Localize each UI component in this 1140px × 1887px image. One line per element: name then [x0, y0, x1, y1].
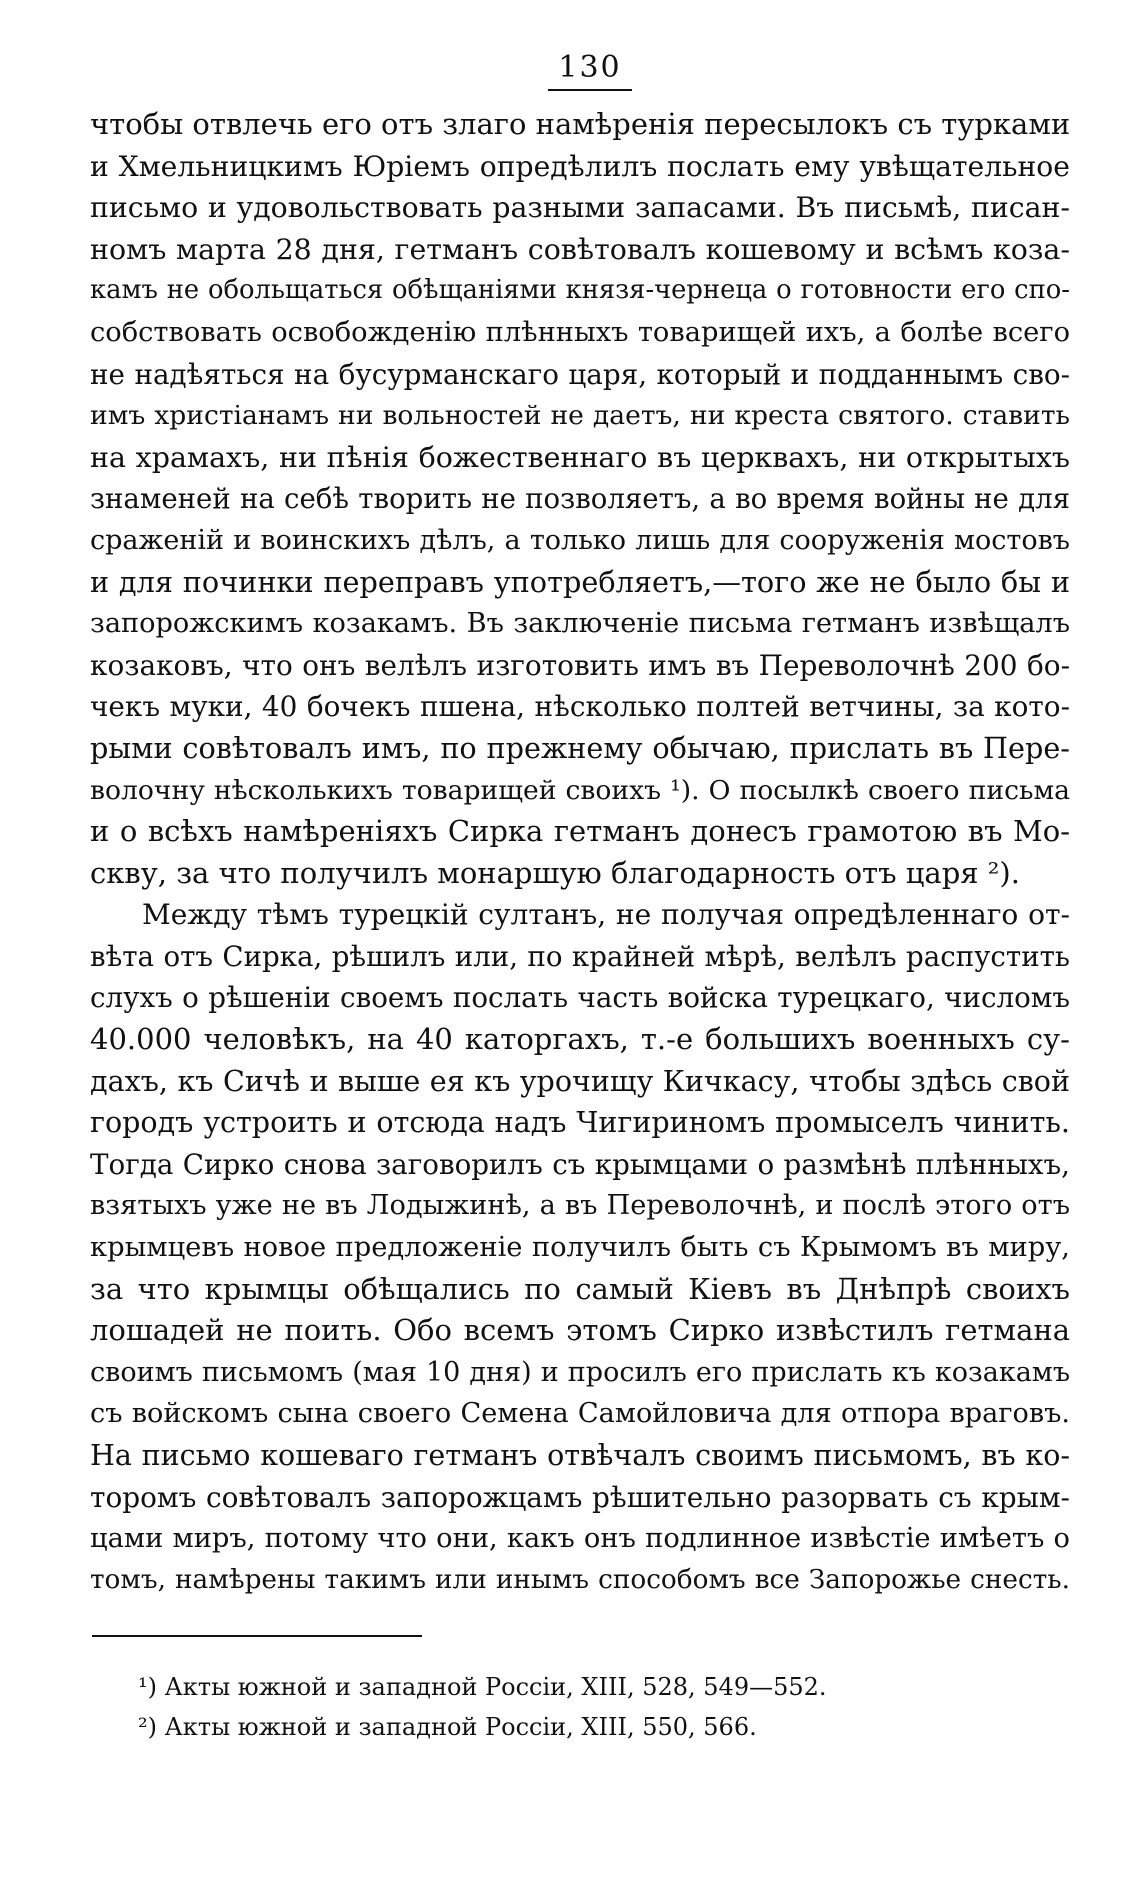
text-line: слухъ о рѣшеніи своемъ послать часть войска турецкаго, числомъ: [90, 981, 1070, 1015]
text-line: козаковъ, что онъ велѣлъ изготовить имъ въ Переволочнѣ 200 бо-: [90, 648, 1070, 682]
text-line: за что крымцы обѣщались по самый Кіевъ въ Днѣпрѣ своихъ: [90, 1271, 1070, 1306]
text-line: лошадей не поить. Обо всемъ этомъ Сирко извѣстилъ гетмана: [90, 1313, 1070, 1348]
text-line: Между тѣмъ турецкій султанъ, не получая опредѣленнаго от-: [142, 898, 1070, 932]
text-line: волочну нѣсколькихъ товарищей своихъ ¹). О посылкѣ своего письма: [90, 774, 1070, 806]
footnote-divider: [92, 1635, 422, 1637]
text-line: знаменей на себѣ творить не позволяетъ, а во время войны не для: [90, 482, 1070, 516]
page-number: [110, 50, 1070, 104]
text-line: имъ христіанамъ ни вольностей не даетъ, ни креста святого. ставить: [90, 400, 1070, 432]
text-line: взятыхъ уже не въ Лодыжинѣ, а въ Переволочнѣ, и послѣ этого отъ: [90, 1190, 1070, 1222]
text-line: съ войскомъ сына своего Семена Самойловича для отпора враговъ.: [90, 1398, 1070, 1430]
text-line: собствовать освобожденію плѣнныхъ товарищей ихъ, а болѣе всего: [90, 316, 1070, 348]
text-line: запорожскимъ козакамъ. Въ заключеніе письма гетманъ извѣщалъ: [90, 608, 1070, 640]
text-line: 40.000 человѣкъ, на 40 каторгахъ, т.-е большихъ военныхъ су-: [90, 1022, 1070, 1057]
text-line: номъ марта 28 дня, гетманъ совѣтовалъ кошевому и всѣмъ коза-: [90, 232, 1070, 266]
text-line: На письмо кошеваго гетманъ отвѣчалъ своимъ письмомъ, въ ко-: [90, 1439, 1070, 1472]
document-page: [90, 50, 1070, 1747]
text-line: сраженій и воинскихъ дѣлъ, а только лишь для сооруженія мостовъ: [90, 524, 1070, 556]
text-line: цами миръ, потому что они, какъ онъ подлинное извѣстіе имѣетъ о: [90, 1523, 1070, 1555]
text-line: городъ устроить и отсюда надъ Чигириномъ промыселъ чинить.: [90, 1105, 1070, 1140]
text-line: камъ не обольщаться обѣщаніями князя-чернеца о готовности его спо-: [90, 275, 1070, 306]
text-line: чекъ муки, 40 бочекъ пшена, нѣсколько полтей ветчины, за кото-: [90, 690, 1070, 724]
text-line: торомъ совѣтовалъ запорожцамъ рѣшительно разорвать съ крым-: [90, 1480, 1070, 1514]
text-line: и для починки переправъ употребляетъ,—того же не было бы и: [90, 564, 1070, 599]
text-line: письмо и удовольствовать разными запасами. Въ письмѣ, писан-: [90, 191, 1070, 225]
text-line: и о всѣхъ намѣреніяхъ Сирка гетманъ донесъ грамотою въ Мо-: [90, 814, 1070, 849]
footnotes: [90, 1667, 1070, 1747]
text-line: не надѣяться на бусурманскаго царя, который и подданнымъ сво-: [90, 357, 1070, 391]
text-line: своимъ письмомъ (мая 10 дня) и просилъ его прислать къ козакамъ: [90, 1356, 1070, 1388]
paragraph-1: [90, 104, 1070, 894]
text-line: Тогда Сирко снова заговорилъ съ крымцами о размѣнѣ плѣнныхъ,: [90, 1147, 1070, 1181]
body-text: [90, 104, 1070, 1601]
text-line: и Хмельницкимъ Юріемъ опредѣлилъ послать ему увѣщательное: [90, 149, 1070, 183]
footnote-2: ²) Акты южной и западной Россіи, XIII, 550, 566.: [138, 1713, 757, 1742]
text-line: скву, за что получилъ монаршую благодарность отъ царя ²).: [90, 855, 1020, 890]
paragraph-2: [90, 894, 1070, 1601]
text-line: чтобы отвлечь его отъ злаго намѣренія пересылокъ съ турками: [90, 107, 1071, 141]
text-line: томъ, намѣрены такимъ или инымъ способомъ все Запорожье снесть.: [90, 1564, 1070, 1595]
text-line: вѣта отъ Сирка, рѣшилъ или, по крайней мѣрѣ, велѣлъ распустить: [90, 939, 1070, 973]
text-line: крымцевъ новое предложеніе получилъ быть съ Крымомъ въ миру,: [90, 1232, 1070, 1264]
text-line: на храмахъ, ни пѣнія божественнаго въ церквахъ, ни открытыхъ: [90, 440, 1070, 474]
text-line: рыми совѣтовалъ имъ, по прежнему обычаю, прислать въ Пере-: [90, 730, 1070, 765]
text-line: дахъ, къ Сичѣ и выше ея къ урочищу Кичкасу, чтобы здѣсь свой: [90, 1063, 1070, 1098]
footnote-1: ¹) Акты южной и западной Россіи, XIII, 528, 549—552.: [138, 1673, 827, 1702]
page-number-text: 130: [548, 50, 631, 91]
